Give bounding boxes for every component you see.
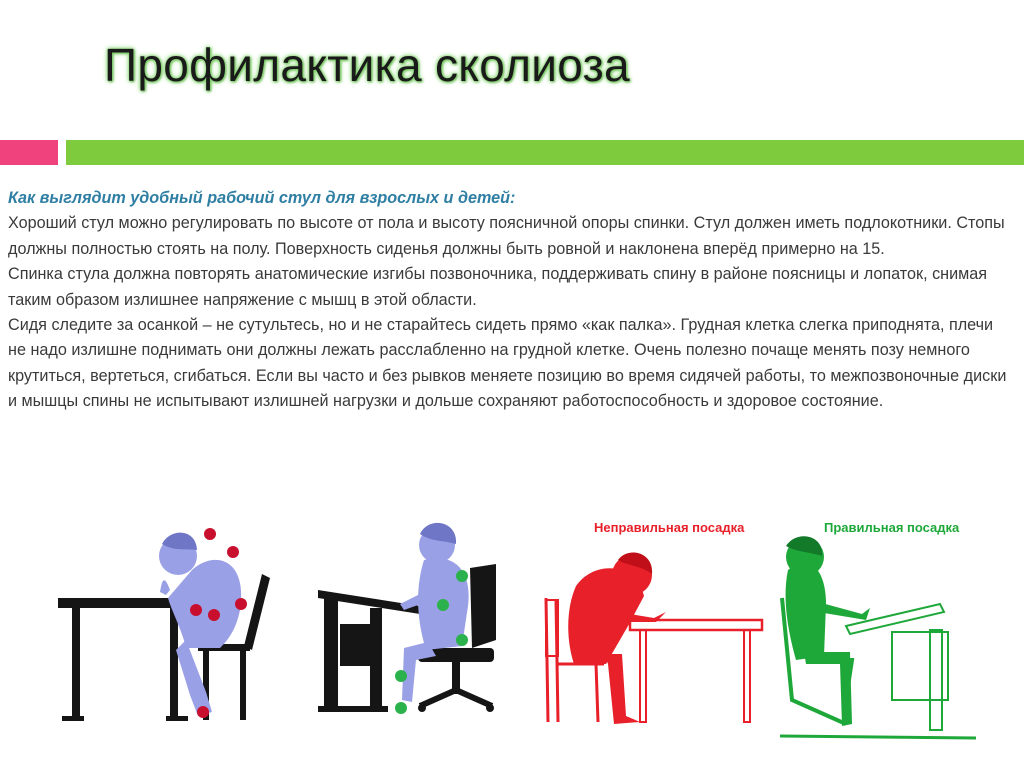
illustration-ergonomic-desk — [318, 523, 496, 714]
accent-stripe-green — [66, 140, 1024, 165]
accent-stripe-pink — [0, 140, 58, 165]
content-text-block — [8, 186, 1008, 415]
posture-illustrations — [0, 500, 1024, 767]
slide-title: Профилактика сколиоза — [104, 39, 630, 91]
illustration-slouching-at-desk — [58, 528, 270, 721]
content-subtitle: Как выглядит удобный рабочий стул для взрослых и детей: — [8, 189, 516, 207]
wrong-posture-caption: Неправильная посадка — [594, 520, 745, 535]
content-paragraph-3: Сидя следите за осанкой – не сутультесь, но и не старайтесь сидеть прямо «как палка». Грудная клетка слегка приподнята, плечи не надо излишне поднимать они должны лежать расслабленно на грудной клетке. Очень полезно почаще менять позу немного крутиться, вертеться, сгибаться. Если вы часто и без рывков меняете позицию во время сидячей работы, то межпозвоночные диски и мышцы спины не испытывают излишней нагрузки и дольше сохраняют работоспособность и здоровое состояние. — [8, 316, 1007, 411]
content-paragraph-1: Хороший стул можно регулировать по высоте от пола и высоту поясничной опоры спинки. Стул должен иметь подлокотники. Стопы должны полностью стоять на полу. Поверхность сиденья должны быть ровной и наклонена вперёд примерно на 15. — [8, 214, 1005, 258]
illustration-correct-posture — [780, 520, 976, 738]
illustration-wrong-posture — [546, 520, 762, 724]
right-posture-caption: Правильная посадка — [824, 520, 960, 535]
content-paragraph-2: Спинка стула должна повторять анатомические изгибы позвоночника, поддерживать спину в районе поясницы и лопаток, снимая таким образом излишнее напряжение с мышц в этой области. — [8, 265, 988, 309]
